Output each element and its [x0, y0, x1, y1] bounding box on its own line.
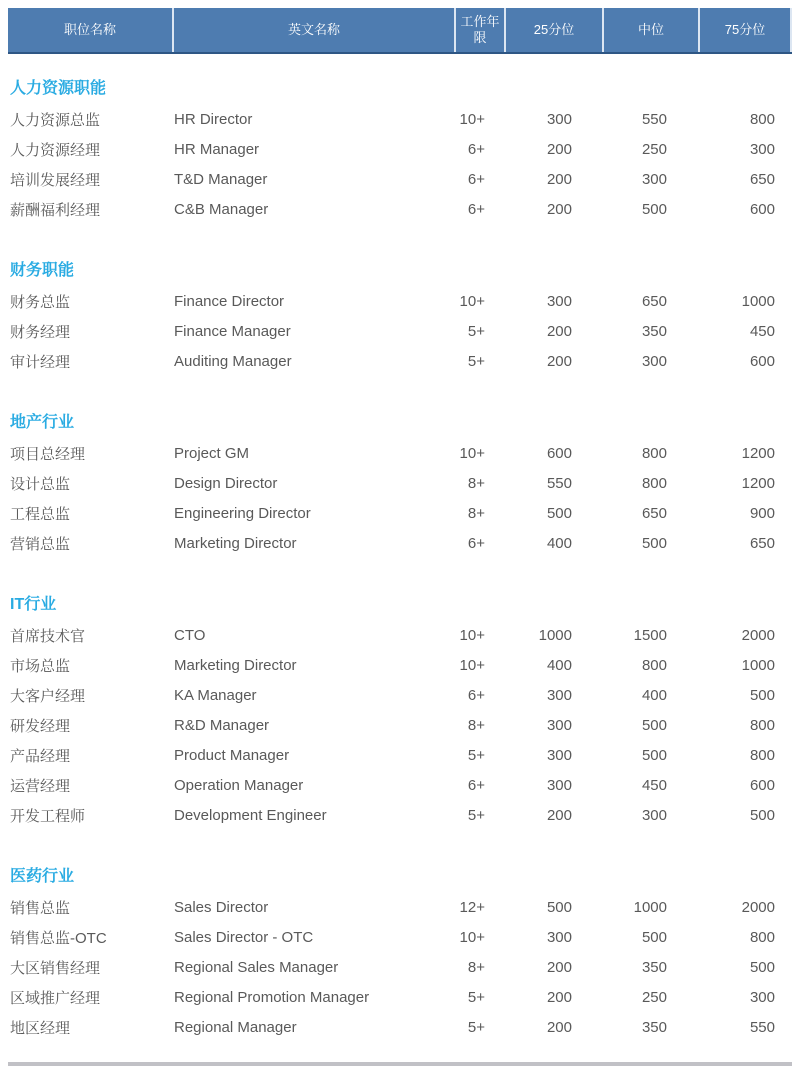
- section-heading: IT行业: [10, 596, 57, 613]
- cell-25th-percentile: 400: [546, 534, 572, 552]
- cell-job-title: 财务总监: [10, 293, 71, 311]
- cell-75th-percentile: 1200: [741, 474, 775, 492]
- table-section: [8, 862, 792, 1042]
- cell-work-years: 6+: [467, 170, 485, 188]
- cell-work-years: 6+: [467, 534, 485, 552]
- table-row: [8, 740, 792, 770]
- cell-25th-percentile: 200: [546, 352, 572, 370]
- cell-median: 250: [641, 988, 667, 1006]
- cell-median: 350: [641, 322, 667, 340]
- table-row: [8, 710, 792, 740]
- cell-job-title: 项目总经理: [10, 445, 86, 463]
- cell-english-name: Finance Manager: [174, 322, 291, 340]
- cell-75th-percentile: 2000: [741, 898, 775, 916]
- cell-work-years: 10+: [459, 928, 485, 946]
- cell-25th-percentile: 300: [546, 776, 572, 794]
- cell-25th-percentile: 200: [546, 200, 572, 218]
- cell-job-title: 工程总监: [10, 505, 71, 523]
- cell-work-years: 5+: [467, 746, 485, 764]
- cell-job-title: 研发经理: [10, 717, 71, 735]
- cell-25th-percentile: 300: [546, 292, 572, 310]
- cell-median: 350: [641, 1018, 667, 1036]
- cell-median: 500: [641, 534, 667, 552]
- cell-75th-percentile: 300: [749, 140, 775, 158]
- cell-75th-percentile: 300: [749, 988, 775, 1006]
- table-row: [8, 104, 792, 134]
- table-section: [8, 590, 792, 830]
- cell-median: 300: [641, 170, 667, 188]
- cell-median: 450: [641, 776, 667, 794]
- table-row: [8, 680, 792, 710]
- cell-25th-percentile: 500: [546, 504, 572, 522]
- cell-median: 500: [641, 928, 667, 946]
- cell-25th-percentile: 550: [546, 474, 572, 492]
- cell-25th-percentile: 200: [546, 1018, 572, 1036]
- cell-work-years: 5+: [467, 1018, 485, 1036]
- cell-work-years: 6+: [467, 140, 485, 158]
- table-row: [8, 800, 792, 830]
- cell-english-name: Regional Manager: [174, 1018, 297, 1036]
- cell-25th-percentile: 200: [546, 140, 572, 158]
- cell-75th-percentile: 500: [749, 958, 775, 976]
- cell-work-years: 10+: [459, 626, 485, 644]
- cell-work-years: 8+: [467, 504, 485, 522]
- table-section: [8, 408, 792, 558]
- cell-25th-percentile: 300: [546, 110, 572, 128]
- cell-median: 650: [641, 504, 667, 522]
- cell-75th-percentile: 2000: [741, 626, 775, 644]
- section-heading: 财务职能: [10, 262, 75, 279]
- cell-25th-percentile: 200: [546, 988, 572, 1006]
- cell-75th-percentile: 450: [749, 322, 775, 340]
- cell-job-title: 营销总监: [10, 535, 71, 553]
- cell-english-name: Product Manager: [174, 746, 290, 764]
- column-header-median: 中位: [604, 8, 698, 52]
- cell-median: 500: [641, 746, 667, 764]
- cell-75th-percentile: 1200: [741, 444, 775, 462]
- section-heading: 医药行业: [10, 868, 75, 885]
- cell-job-title: 区域推广经理: [10, 989, 101, 1007]
- cell-english-name: Sales Director: [174, 898, 269, 916]
- cell-work-years: 10+: [459, 110, 485, 128]
- cell-25th-percentile: 200: [546, 806, 572, 824]
- table-row: [8, 164, 792, 194]
- section-rows: [8, 286, 792, 376]
- cell-25th-percentile: 200: [546, 958, 572, 976]
- table-row: [8, 952, 792, 982]
- cell-median: 300: [641, 806, 667, 824]
- cell-median: 800: [641, 656, 667, 674]
- cell-75th-percentile: 900: [749, 504, 775, 522]
- cell-job-title: 开发工程师: [10, 807, 86, 825]
- cell-english-name: Design Director: [174, 474, 278, 492]
- cell-work-years: 8+: [467, 716, 485, 734]
- cell-english-name: Sales Director - OTC: [174, 928, 314, 946]
- cell-job-title: 大区销售经理: [10, 959, 101, 977]
- cell-25th-percentile: 300: [546, 686, 572, 704]
- cell-job-title: 审计经理: [10, 353, 71, 371]
- cell-median: 300: [641, 352, 667, 370]
- cell-job-title: 大客户经理: [10, 687, 86, 705]
- cell-work-years: 10+: [459, 656, 485, 674]
- cell-work-years: 6+: [467, 200, 485, 218]
- cell-english-name: T&D Manager: [174, 170, 268, 188]
- cell-work-years: 5+: [467, 988, 485, 1006]
- cell-english-name: R&D Manager: [174, 716, 270, 734]
- table-row: [8, 922, 792, 952]
- cell-25th-percentile: 300: [546, 716, 572, 734]
- cell-work-years: 12+: [459, 898, 485, 916]
- cell-english-name: Marketing Director: [174, 534, 297, 552]
- cell-work-years: 5+: [467, 322, 485, 340]
- cell-25th-percentile: 200: [546, 170, 572, 188]
- table-row: [8, 770, 792, 800]
- cell-job-title: 薪酬福利经理: [10, 201, 101, 219]
- cell-job-title: 财务经理: [10, 323, 71, 341]
- table-row: [8, 528, 792, 558]
- section-heading: 地产行业: [10, 414, 75, 431]
- cell-25th-percentile: 1000: [538, 626, 572, 644]
- table-row: [8, 346, 792, 376]
- cell-work-years: 6+: [467, 686, 485, 704]
- cell-job-title: 培训发展经理: [10, 171, 101, 189]
- table-row: [8, 438, 792, 468]
- cell-median: 1500: [633, 626, 667, 644]
- cell-job-title: 首席技术官: [10, 627, 86, 645]
- cell-english-name: C&B Manager: [174, 200, 269, 218]
- cell-job-title: 产品经理: [10, 747, 71, 765]
- table-row: [8, 316, 792, 346]
- cell-job-title: 人力资源经理: [10, 141, 101, 159]
- cell-median: 350: [641, 958, 667, 976]
- cell-75th-percentile: 650: [749, 170, 775, 188]
- cell-75th-percentile: 800: [749, 110, 775, 128]
- cell-75th-percentile: 650: [749, 534, 775, 552]
- table-row: [8, 468, 792, 498]
- cell-25th-percentile: 300: [546, 928, 572, 946]
- column-header-work-years: 工作年限: [456, 8, 504, 52]
- table-row: [8, 286, 792, 316]
- cell-median: 800: [641, 444, 667, 462]
- cell-english-name: Regional Promotion Manager: [174, 988, 370, 1006]
- cell-work-years: 5+: [467, 352, 485, 370]
- cell-25th-percentile: 300: [546, 746, 572, 764]
- table-row: [8, 194, 792, 224]
- table-row: [8, 1012, 792, 1042]
- cell-job-title: 运营经理: [10, 777, 71, 795]
- section-rows: [8, 620, 792, 830]
- cell-work-years: 8+: [467, 958, 485, 976]
- column-header-25th-percentile: 25分位: [506, 8, 602, 52]
- table-row: [8, 982, 792, 1012]
- cell-75th-percentile: 500: [749, 806, 775, 824]
- cell-english-name: Finance Director: [174, 292, 285, 310]
- cell-25th-percentile: 500: [546, 898, 572, 916]
- column-header-75th-percentile: 75分位: [700, 8, 790, 52]
- cell-median: 500: [641, 200, 667, 218]
- cell-job-title: 设计总监: [10, 475, 71, 493]
- cell-25th-percentile: 200: [546, 322, 572, 340]
- table-row: [8, 892, 792, 922]
- cell-job-title: 人力资源总监: [10, 111, 101, 129]
- cell-english-name: Project GM: [174, 444, 250, 462]
- cell-work-years: 10+: [459, 444, 485, 462]
- cell-median: 500: [641, 716, 667, 734]
- cell-median: 650: [641, 292, 667, 310]
- section-rows: [8, 438, 792, 558]
- cell-work-years: 6+: [467, 776, 485, 794]
- cell-median: 800: [641, 474, 667, 492]
- cell-median: 550: [641, 110, 667, 128]
- cell-work-years: 8+: [467, 474, 485, 492]
- cell-75th-percentile: 800: [749, 928, 775, 946]
- cell-job-title: 市场总监: [10, 657, 71, 675]
- cell-english-name: Development Engineer: [174, 806, 327, 824]
- table-section: [8, 256, 792, 376]
- cell-english-name: Marketing Director: [174, 656, 297, 674]
- cell-25th-percentile: 600: [546, 444, 572, 462]
- cell-75th-percentile: 1000: [741, 656, 775, 674]
- cell-75th-percentile: 600: [749, 776, 775, 794]
- cell-75th-percentile: 800: [749, 746, 775, 764]
- cell-75th-percentile: 500: [749, 686, 775, 704]
- section-rows: [8, 104, 792, 224]
- cell-75th-percentile: 800: [749, 716, 775, 734]
- table-body: [8, 74, 792, 1042]
- table-section: [8, 74, 792, 224]
- table-header: [8, 8, 792, 54]
- column-header-english-name: 英文名称: [174, 8, 454, 52]
- cell-median: 250: [641, 140, 667, 158]
- cell-75th-percentile: 600: [749, 200, 775, 218]
- cell-work-years: 5+: [467, 806, 485, 824]
- cell-english-name: Engineering Director: [174, 504, 311, 522]
- cell-english-name: Auditing Manager: [174, 352, 292, 370]
- cell-job-title: 地区经理: [10, 1019, 71, 1037]
- bottom-divider: [8, 1062, 792, 1066]
- cell-median: 400: [641, 686, 667, 704]
- table-row: [8, 134, 792, 164]
- cell-english-name: KA Manager: [174, 686, 257, 704]
- cell-75th-percentile: 1000: [741, 292, 775, 310]
- cell-median: 1000: [633, 898, 667, 916]
- cell-75th-percentile: 550: [749, 1018, 775, 1036]
- cell-25th-percentile: 400: [546, 656, 572, 674]
- cell-english-name: HR Manager: [174, 140, 260, 158]
- cell-75th-percentile: 600: [749, 352, 775, 370]
- section-rows: [8, 892, 792, 1042]
- cell-job-title: 销售总监: [10, 899, 71, 917]
- cell-english-name: CTO: [174, 626, 206, 644]
- section-heading: 人力资源职能: [10, 80, 107, 97]
- cell-english-name: Regional Sales Manager: [174, 958, 339, 976]
- column-header-job-title: 职位名称: [8, 8, 172, 52]
- cell-english-name: HR Director: [174, 110, 253, 128]
- cell-work-years: 10+: [459, 292, 485, 310]
- cell-job-title: 销售总监-OTC: [10, 929, 107, 947]
- table-row: [8, 498, 792, 528]
- cell-english-name: Operation Manager: [174, 776, 304, 794]
- table-row: [8, 650, 792, 680]
- table-row: [8, 620, 792, 650]
